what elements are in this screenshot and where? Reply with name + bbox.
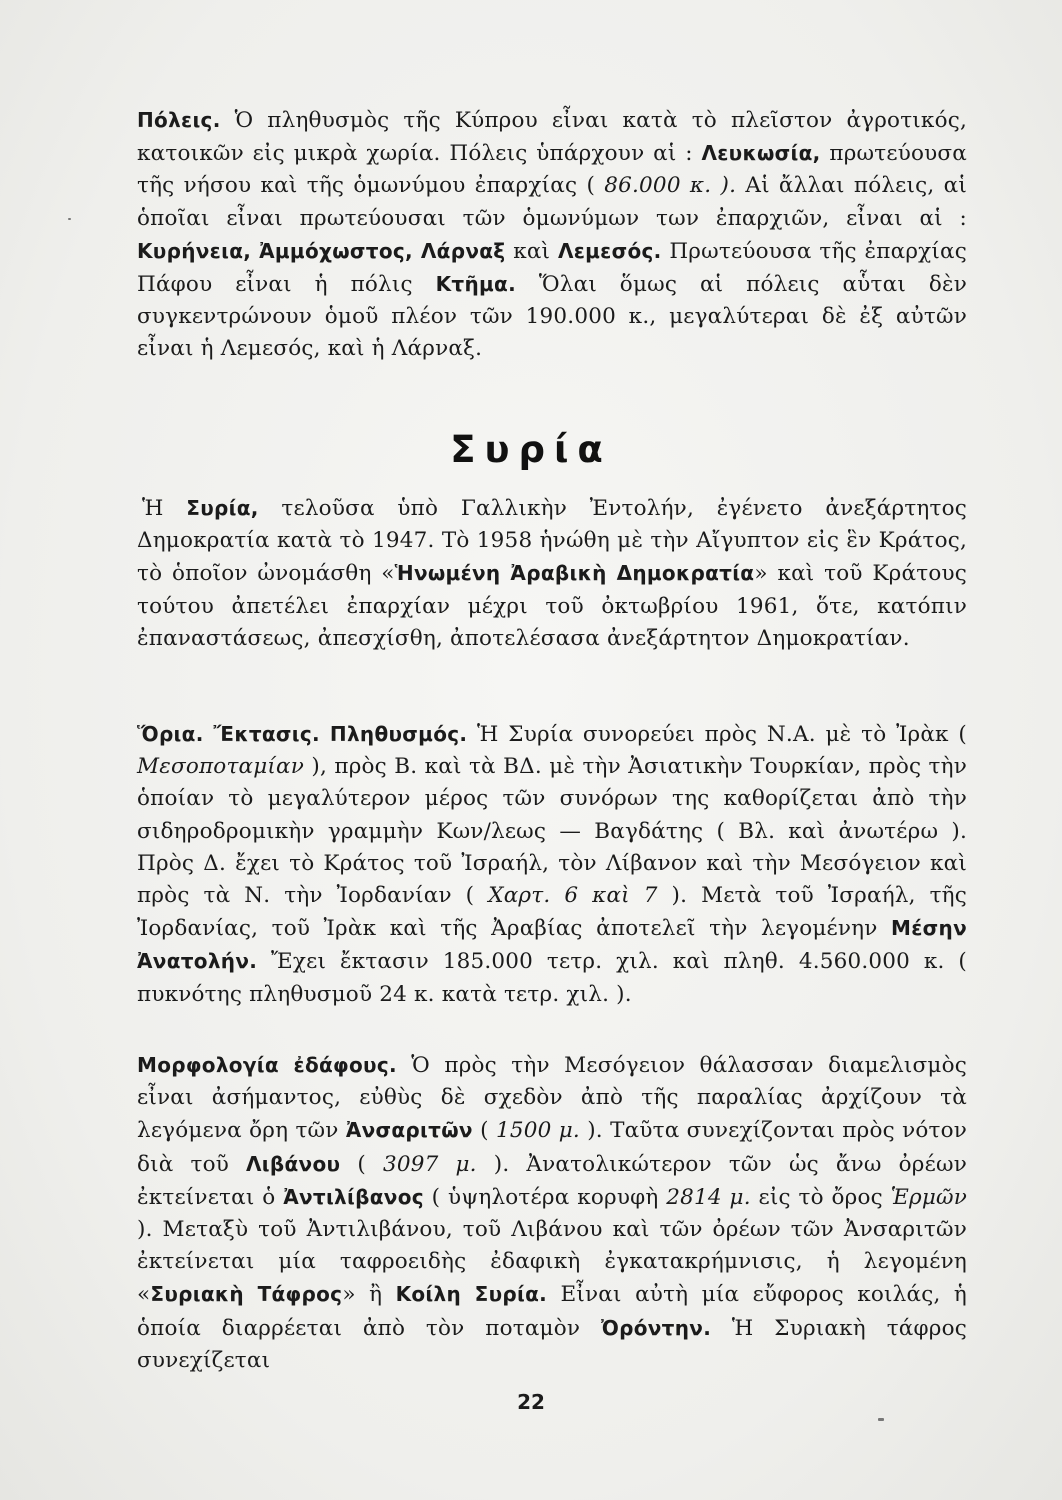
paragraph-morphology: Μορφολογία ἐδάφους. Ὁ πρὸς τὴν Μεσόγειον θάλασσαν διαμελισμὸς εἶναι ἀσήμαντος, εὐθὺς δὲ σχεδὸν ἀπὸ τῆς παραλίας ἀρχίζουν τὰ λεγόμενα ὄρη τῶν Ἀνσαριτῶν ( 1500 μ. ). Ταῦτα συνεχίζονται πρὸς νότον διὰ τοῦ Λιβάνου ( 3097 μ. ). Ἀνατολικώτερον τῶν ὡς ἄνω ὀρέων ἐκτείνεται ὁ Ἀντιλίβανος ( ὑψηλοτέρα κορυφὴ 2814 μ. εἰς τὸ ὄρος Ἑρμῶν ). Μεταξὺ τοῦ Ἀντιλιβάνου, τοῦ Λιβάνου καὶ τῶν ὀρέων τῶν Ἀνσαριτῶν ἐκτείνεται μία ταφροειδὴς ἐδαφικὴ ἐγκατακρήμνισις, ἡ λεγομένη «Συριακὴ Τάφρος» ἢ Κοίλη Συρία. Εἶναι αὐτὴ μία εὔφορος κοιλάς, ἡ ὁποία διαρρέεται ἀπὸ τὸν ποταμὸν Ὀρόντην. Ἡ Συριακὴ τάφρος συνεχίζεται [137, 1053, 968, 1373]
paragraph-heading: Μορφολογία ἐδάφους. [137, 1053, 397, 1077]
paragraph-syria-intro: Ἡ Συρία, τελοῦσα ὑπὸ Γαλλικὴν Ἐντολήν, ἐγένετο ἀνεξάρτητος Δημοκρατία κατὰ τὸ 1947. Τὸ 1958 ἡνώθη μὲ τὴν Αἴγυπτον εἰς ἓν Κράτος, τὸ ὁποῖον ὠνομάσθη «Ἡνωμένη Ἀραβικὴ Δημοκρατία» καὶ τοῦ Κράτους τούτου ἀπετέλει ἐπαρχίαν μέχρι τοῦ ὀκτωβρίου 1961, ὅτε, κατόπιν ἐπαναστάσεως, ἀπεσχίσθη, ἀποτελέσασα ἀνεξάρτητον Δημοκρατίαν. [137, 496, 967, 651]
paragraph-heading: Ὅρια. Ἔκτασις. Πληθυσμός. [137, 722, 468, 746]
paragraph-heading: Πόλεις. [137, 108, 221, 132]
paragraph-borders: Ὅρια. Ἔκτασις. Πληθυσμός. Ἡ Συρία συνορεύει πρὸς Ν.Α. μὲ τὸ Ἰρὰκ ( Μεσοποταμίαν ), πρὸς Β. καὶ τὰ ΒΔ. μὲ τὴν Ἀσιατικὴν Τουρκίαν, πρὸς τὴν ὁποίαν τὸ μεγαλύτερον μέρος τῶν συνόρων της καθορίζεται ἀπὸ τὴν σιδηροδρομικὴν γραμμὴν Κων/λεως — Βαγδάτης ( Βλ. καὶ ἀνωτέρω ). Πρὸς Δ. ἔχει τὸ Κράτος τοῦ Ἰσραήλ, τὸν Λίβανον καὶ τὴν Μεσόγειον καὶ πρὸς τὰ Ν. τὴν Ἰορδανίαν ( Χαρτ. 6 καὶ 7 ). Μετὰ τοῦ Ἰσραήλ, τῆς Ἰορδανίας, τοῦ Ἰρὰκ καὶ τῆς Ἀραβίας ἀποτελεῖ τὴν λεγομένην Μέσην Ἀνατολήν. Ἔχει ἔκτασιν 185.000 τετρ. χιλ. καὶ πληθ. 4.560.000 κ. ( πυκνότης πληθυσμοῦ 24 κ. κατὰ τετρ. χιλ. ). [137, 722, 968, 1007]
scan-speck [878, 1418, 884, 1421]
paragraph-cities: Πόλεις. Ὁ πληθυσμὸς τῆς Κύπρου εἶναι κατὰ τὸ πλεῖστον ἀγροτικός, κατοικῶν εἰς μικρὰ χωρία. Πόλεις ὑπάρχουν αἱ : Λευκωσία, πρωτεύουσα τῆς νήσου καὶ τῆς ὁμωνύμου ἐπαρχίας ( 86.000 κ. ). Αἱ ἄλλαι πόλεις, αἱ ὁποῖαι εἶναι πρωτεύουσαι τῶν ὁμωνύμων των ἐπαρχιῶν, εἶναι αἱ : Κυρήνεια, Ἀμμόχωστος, Λάρναξ καὶ Λεμεσός. Πρωτεύουσα τῆς ἐπαρχίας Πάφου εἶναι ἡ πόλις Κτῆμα. Ὅλαι ὅμως αἱ πόλεις αὗται δὲν συγκεντρώνουν ὁμοῦ πλέον τῶν 190.000 κ., μεγαλύτεραι δὲ ἐξ αὐτῶν εἶναι ἡ Λεμεσός, καὶ ἡ Λάρναξ. [137, 108, 967, 362]
section-title: Συρία [450, 428, 612, 471]
scan-speck [68, 218, 71, 220]
page-number: 22 [517, 1390, 545, 1414]
